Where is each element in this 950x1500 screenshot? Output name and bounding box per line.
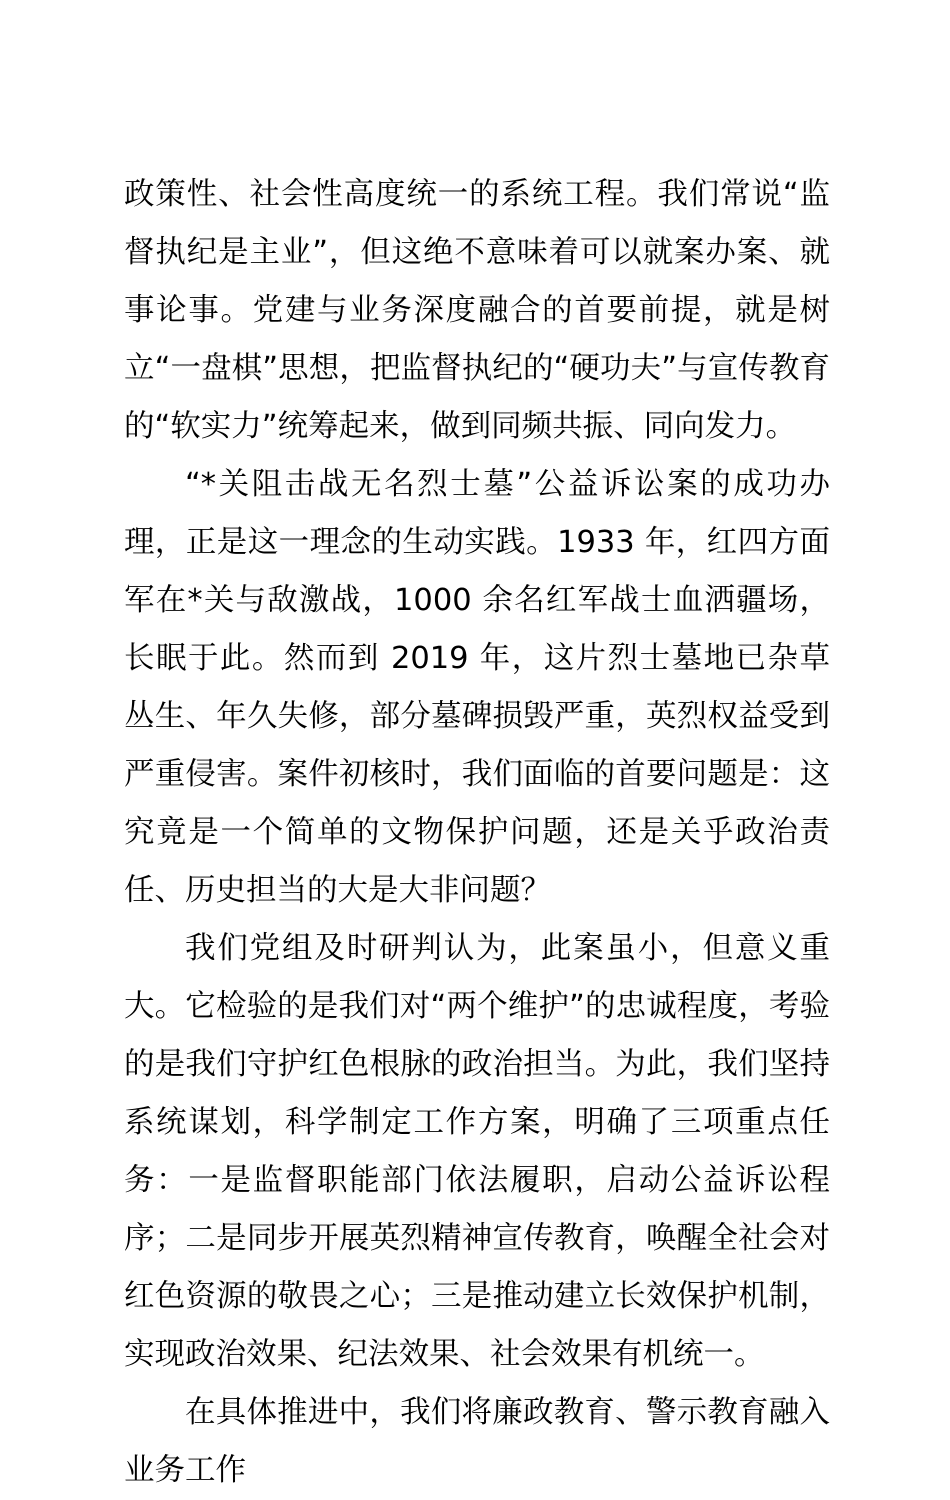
paragraph-2: “*关阻击战无名烈士墓”公益诉讼案的成功办理，正是这一理念的生动实践。1933 年，红四方面军在*关与敌激战，1000 余名红军战士血洒疆场，长眠于此。然而到 2019 年，这片烈士墓地已杂草丛生、年久失修，部分墓碑损毁严重，英烈权益受到严重侵害。案件初核时，我们面临的首要问题是：这究竟是一个简单的文物保护问题，还是关乎政治责任、历史担当的大是大非问题？	[124, 467, 830, 908]
paragraph-1: 政策性、社会性高度统一的系统工程。我们常说“监督执纪是主业”，但这绝不意味着可以就案办案、就事论事。党建与业务深度融合的首要前提，就是树立“一盘棋”思想，把监督执纪的“硬功夫”与宣传教育的“软实力”统筹起来，做到同频共振、同向发力。	[124, 177, 830, 444]
paragraph-3: 我们党组及时研判认为，此案虽小，但意义重大。它检验的是我们对“两个维护”的忠诚程度，考验的是我们守护红色根脉的政治担当。为此，我们坚持系统谋划，科学制定工作方案，明确了三项重点任务：一是监督职能部门依法履职，启动公益诉讼程序；二是同步开展英烈精神宣传教育，唤醒全社会对红色资源的敬畏之心；三是推动建立长效保护机制，实现政治效果、纪法效果、社会效果有机统一。	[124, 931, 830, 1372]
document-body	[124, 166, 830, 1500]
paragraph-4: 在具体推进中，我们将廉政教育、警示教育融入业务工作	[124, 1395, 830, 1488]
